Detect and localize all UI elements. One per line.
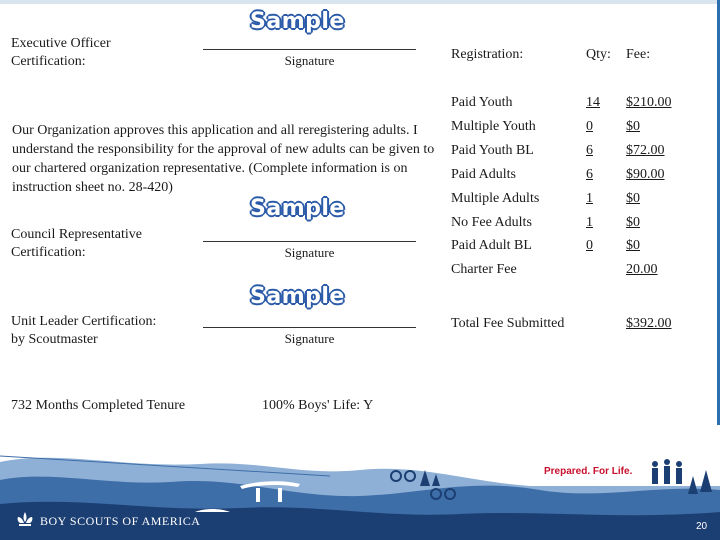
unit-leader-label <box>11 313 156 349</box>
tenure-text: 732 Months Completed Tenure <box>11 398 186 413</box>
fee-row-qty: 1 <box>586 215 593 230</box>
executive-label-line1: Executive Officer <box>11 36 111 51</box>
executive-label-line2: Certification: <box>11 54 86 69</box>
fee-row-amount: $0 <box>626 215 640 230</box>
sample-watermark: Sample <box>250 284 345 309</box>
hikers-icon <box>652 459 682 484</box>
fee-row-qty: 1 <box>586 191 593 206</box>
council-signature-caption: Signature <box>284 245 335 260</box>
fee-row-amount: $0 <box>626 238 640 253</box>
council-label-line1: Council Representative <box>11 227 143 242</box>
fee-row <box>451 191 711 211</box>
fee-row-label: Charter Fee <box>451 262 517 277</box>
council-signature-line <box>203 241 416 242</box>
fee-row <box>451 95 711 115</box>
unit-leader-label-line1: Unit Leader Certification: <box>11 314 157 329</box>
fee-row-amount: $72.00 <box>626 143 665 158</box>
total-row <box>451 316 711 336</box>
fee-row-label: Paid Youth <box>451 95 513 110</box>
council-representative-label <box>11 226 142 262</box>
total-label: Total Fee Submitted <box>451 316 565 331</box>
fee-row-amount: $210.00 <box>626 95 672 110</box>
sample-watermark: Sample <box>250 196 345 221</box>
fee-row-label: Paid Adults <box>451 167 516 182</box>
unit-leader-signature-line <box>203 327 416 328</box>
boys-life-text: 100% Boys' Life: Y <box>262 398 374 413</box>
fee-row <box>451 143 711 163</box>
fee-row-qty: 14 <box>586 95 600 110</box>
tagline: Prepared. For Life. <box>544 466 633 477</box>
fee-row <box>451 119 711 139</box>
executive-signature-line <box>203 49 416 50</box>
top-border <box>0 0 720 4</box>
fee-row-qty: 6 <box>586 167 593 182</box>
page-number: 20 <box>696 521 708 532</box>
total-fee: $392.00 <box>626 316 672 331</box>
registration-header: Registration: <box>451 47 524 62</box>
unit-leader-signature-caption: Signature <box>284 331 335 346</box>
bsa-fleur-de-lis-icon <box>15 511 35 529</box>
fee-row-amount: $90.00 <box>626 167 665 182</box>
qty-header: Qty: <box>586 47 611 62</box>
fee-row-amount: $0 <box>626 119 640 134</box>
fee-row <box>451 215 711 235</box>
fee-row-label: Paid Youth BL <box>451 143 534 158</box>
executive-officer-label <box>11 35 111 71</box>
fee-row-qty: 0 <box>586 119 593 134</box>
bsa-brand-text: BOY SCOUTS OF AMERICA <box>40 514 201 528</box>
fee-row <box>451 167 711 187</box>
fee-row-label: Multiple Youth <box>451 119 536 134</box>
fee-row-qty: 6 <box>586 143 593 158</box>
fee-row <box>451 238 711 258</box>
unit-leader-label-line2: by Scoutmaster <box>11 332 98 347</box>
fee-row-label: No Fee Adults <box>451 215 532 230</box>
approval-paragraph: Our Organization approves this application and all reregistering adults. I understand the responsibility for the approval of new adults can be given to our chartered organization representative. (Complete information is on instruction sheet no. 28-420) <box>12 123 435 195</box>
fee-header: Fee: <box>626 47 651 62</box>
sample-watermark: Sample <box>250 9 345 34</box>
council-label-line2: Certification: <box>11 245 86 260</box>
fee-row-amount: $0 <box>626 191 640 206</box>
fee-row-label: Multiple Adults <box>451 191 540 206</box>
fee-row <box>451 262 711 282</box>
executive-signature-caption: Signature <box>284 53 335 68</box>
fee-row-qty: 0 <box>586 238 593 253</box>
fee-row-label: Paid Adult BL <box>451 238 532 253</box>
fee-row-amount: 20.00 <box>626 262 658 277</box>
